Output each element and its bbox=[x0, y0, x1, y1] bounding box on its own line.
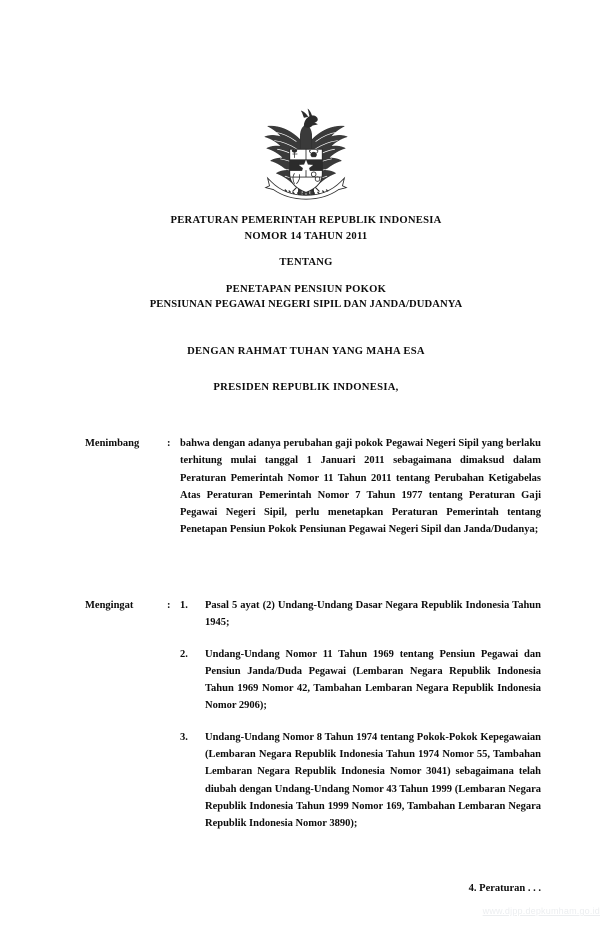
considering-body bbox=[180, 435, 541, 539]
garuda-pancasila-emblem bbox=[258, 107, 354, 203]
recalling-list bbox=[180, 597, 541, 833]
recalling-clause bbox=[85, 597, 541, 833]
page-continuation-marker: 4. Peraturan . . . bbox=[468, 883, 541, 894]
emblem-container bbox=[0, 107, 612, 203]
list-item-number: 2. bbox=[180, 648, 188, 660]
regulation-number: NOMOR 14 TAHUN 2011 bbox=[244, 230, 368, 242]
document-title-block bbox=[56, 213, 556, 313]
list-item-text: Undang-Undang Nomor 11 Tahun 1969 tentang Pensiun Pegawai dan Pensiun Janda/Duda Pegawai (Lembaran Negara Republik Indonesia Tahun 1969 Nomor 42, Tambahan Lembaran Negara Republik Indonesia Nomor 2906); bbox=[205, 648, 541, 712]
list-item-number: 3. bbox=[180, 731, 188, 743]
recalling-colon: : bbox=[167, 600, 171, 611]
list-item bbox=[180, 646, 541, 715]
considering-paragraph: bahwa dengan adanya perubahan gaji pokok Pegawai Negeri Sipil yang berlaku terhitung mulai tanggal 1 Januari 2011 sebagaimana dimaksud dalam Peraturan Pemerintah Nomor 11 Tahun 2011 tentang Perubahan Ketigabelas Atas Peraturan Pemerintah Nomor 7 Tahun 1977 tentang Peraturan Gaji Pegawai Negeri Sipil, perlu menetapkan Peraturan Pemerintah tentang Penetapan Pensiun Pokok Pensiunan Pegawai Negeri Sipil dan Janda/Dudanya; bbox=[180, 438, 541, 536]
about-label: TENTANG bbox=[279, 257, 333, 269]
source-watermark: www.djpp.depkumham.go.id bbox=[482, 906, 600, 916]
subject-line1: PENETAPAN PENSIUN POKOK bbox=[225, 283, 387, 295]
regulation-heading-line1: PERATURAN PEMERINTAH REPUBLIK INDONESIA bbox=[170, 215, 442, 226]
considering-clause bbox=[85, 435, 541, 539]
considering-colon: : bbox=[167, 438, 171, 449]
list-item bbox=[180, 597, 541, 632]
list-item-text: Undang-Undang Nomor 8 Tahun 1974 tentang Pokok-Pokok Kepegawaian (Lembaran Negara Republik Indonesia Tahun 1974 Nomor 55, Tambahan Lembaran Negara Republik Indonesia Nomor 3041) sebagaimana telah diubah dengan Undang-Undang Nomor 43 Tahun 1999 (Lembaran Negara Republik Indonesia Tahun 1999 Nomor 169, Tambahan Lembaran Negara Republik Indonesia Nomor 3890); bbox=[205, 731, 541, 830]
recalling-body bbox=[180, 597, 541, 833]
list-item-number: 1. bbox=[180, 600, 188, 611]
list-item bbox=[180, 729, 541, 833]
subject-line2: PENSIUNAN PEGAWAI NEGERI SIPIL DAN JANDA/DUDANYA bbox=[149, 299, 463, 311]
list-item-text: Pasal 5 ayat (2) Undang-Undang Dasar Negara Republik Indonesia Tahun 1945; bbox=[205, 600, 541, 629]
authority-text: PRESIDEN REPUBLIK INDONESIA, bbox=[213, 382, 399, 393]
considering-label: Menimbang bbox=[85, 438, 140, 449]
blessing-text: DENGAN RAHMAT TUHAN YANG MAHA ESA bbox=[187, 346, 425, 357]
recalling-label: Mengingat bbox=[85, 600, 134, 611]
